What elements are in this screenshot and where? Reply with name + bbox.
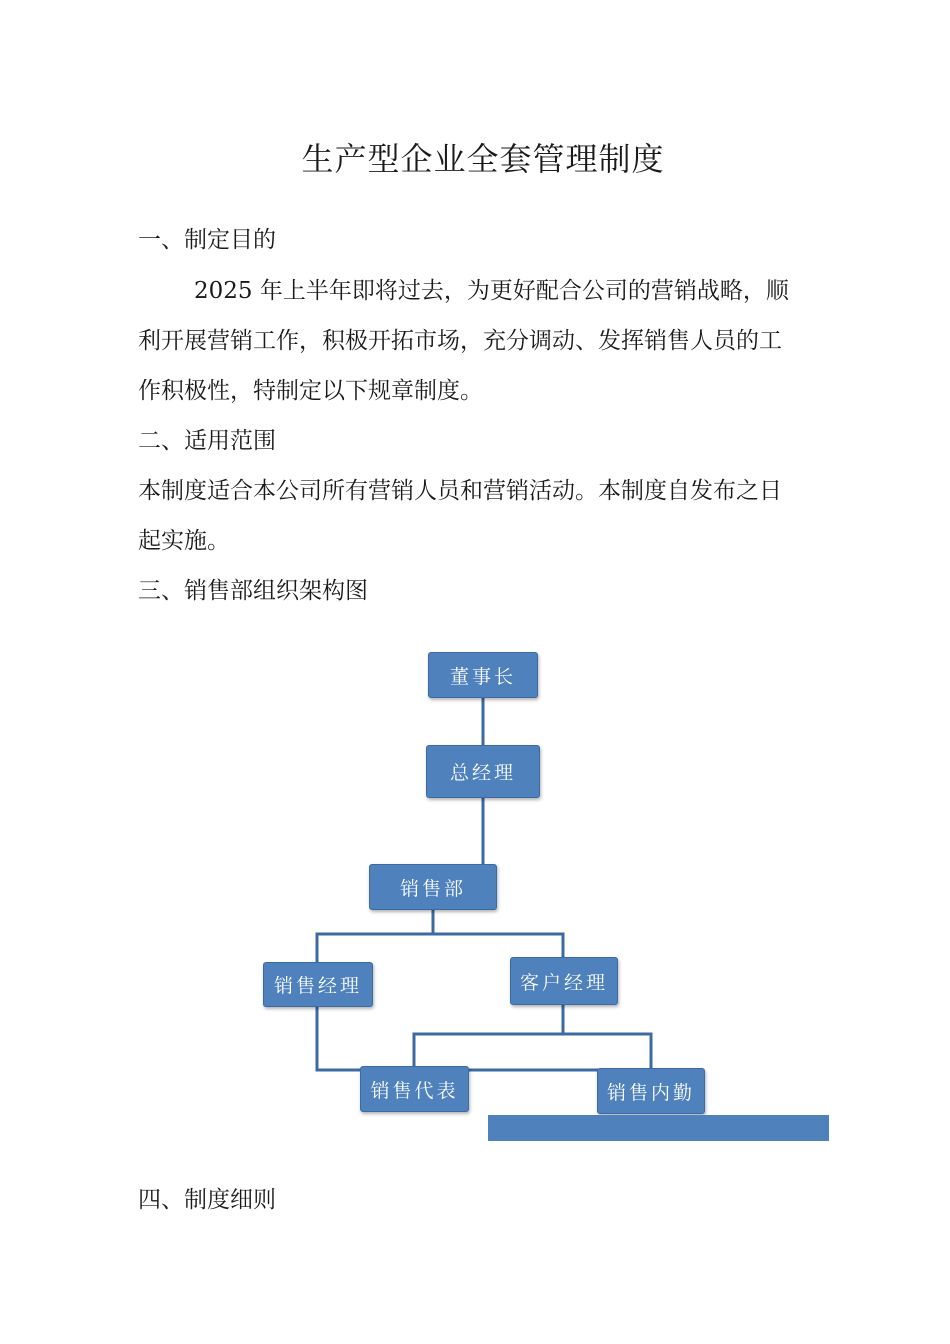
paragraph-line: 2025 年上半年即将过去，为更好配合公司的营销战略，顺 bbox=[194, 278, 789, 304]
org-node-sales-representative: 销售代表 bbox=[360, 1066, 469, 1112]
document-title: 生产型企业全套管理制度 bbox=[301, 140, 665, 178]
org-node-account-manager: 客户经理 bbox=[510, 957, 618, 1005]
paragraph-line: 利开展营销工作，积极开拓市场，充分调动、发挥销售人员的工 bbox=[138, 328, 782, 354]
section-heading-rules: 四、制度细则 bbox=[138, 1187, 276, 1213]
org-node-chairman: 董事长 bbox=[428, 652, 538, 698]
org-node-sales-manager: 销售经理 bbox=[263, 962, 373, 1007]
section-heading-org-chart: 三、销售部组织架构图 bbox=[138, 578, 368, 604]
section-heading-scope: 二、适用范围 bbox=[138, 428, 276, 454]
org-node-sales-admin: 销售内勤 bbox=[597, 1068, 705, 1114]
org-chart-base-bar bbox=[488, 1115, 829, 1141]
org-node-general-manager: 总经理 bbox=[426, 745, 540, 798]
section-heading-purpose: 一、制定目的 bbox=[138, 227, 276, 253]
paragraph-line: 作积极性，特制定以下规章制度。 bbox=[138, 378, 483, 404]
paragraph-line: 本制度适合本公司所有营销人员和营销活动。本制度自发布之日 bbox=[138, 478, 782, 504]
org-node-sales-department: 销售部 bbox=[369, 864, 497, 910]
paragraph-line: 起实施。 bbox=[138, 528, 230, 554]
